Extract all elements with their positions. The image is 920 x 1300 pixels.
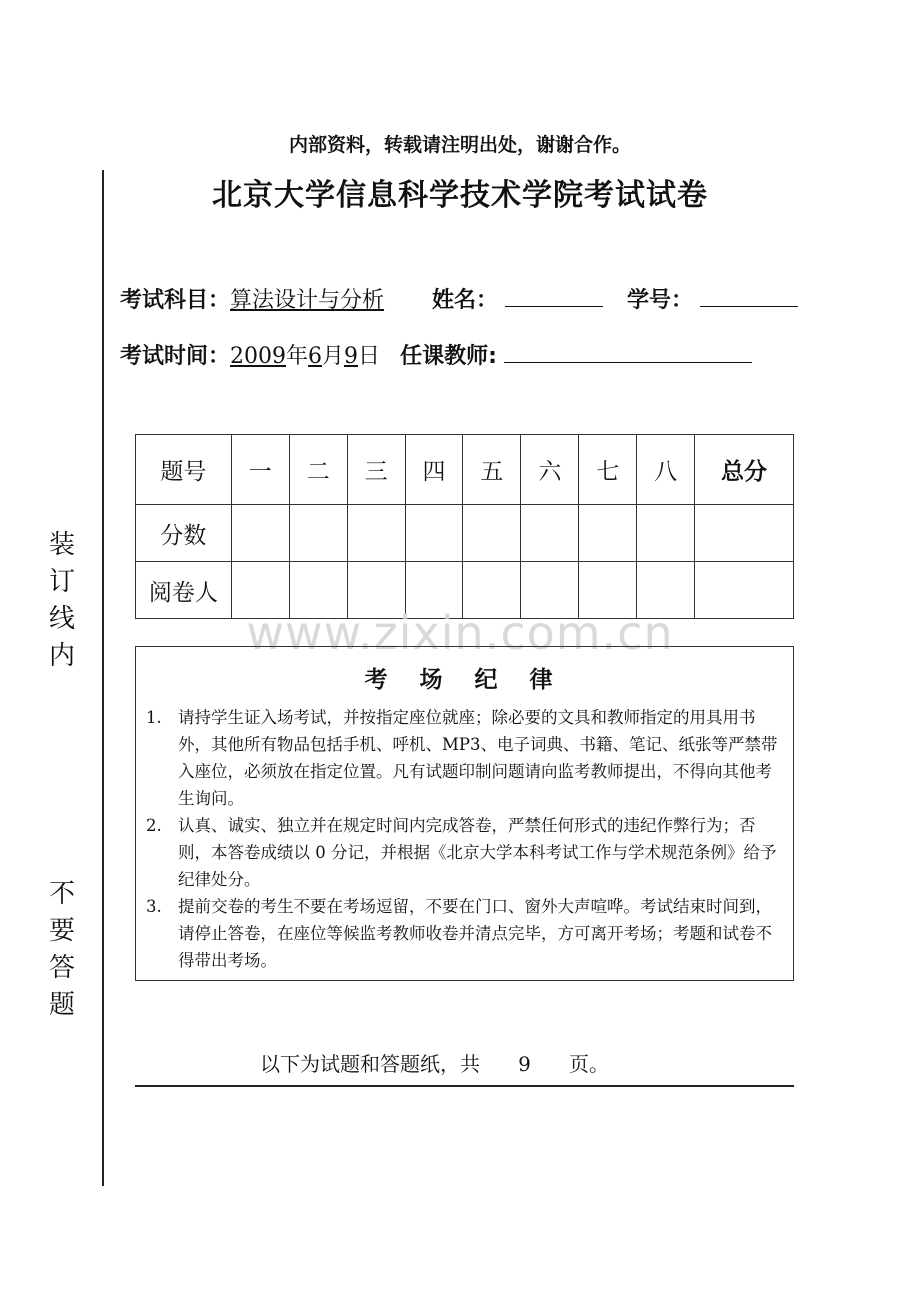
score-cell[interactable] <box>521 505 579 562</box>
score-cell[interactable] <box>347 505 405 562</box>
score-cell[interactable] <box>463 505 521 562</box>
rule-text: 认真、诚实、独立并在规定时间内完成答卷，严禁任何形式的违纪作弊行为；否则，本答卷成绩以 0 分记，并根据《北京大学本科考试工作与学术规范条例》给予纪律处分。 <box>178 816 777 889</box>
score-cell[interactable] <box>289 505 347 562</box>
name-label: 姓名： <box>432 288 499 313</box>
page-count-value: 9 <box>518 1052 531 1076</box>
binding-line <box>102 170 104 1186</box>
binding-char: 订 <box>48 567 75 597</box>
score-table <box>135 434 794 619</box>
exam-month: 6 <box>308 344 323 369</box>
rules-list <box>136 704 793 974</box>
score-cell[interactable] <box>231 505 289 562</box>
rule-item <box>136 704 793 812</box>
binding-char: 内 <box>48 641 75 671</box>
question-header: 八 <box>637 435 695 505</box>
question-header: 三 <box>347 435 405 505</box>
binding-text-lower <box>42 876 82 1024</box>
total-score-cell[interactable] <box>695 505 794 562</box>
question-header: 四 <box>405 435 463 505</box>
question-header: 六 <box>521 435 579 505</box>
name-field[interactable] <box>505 288 603 307</box>
page-count-prefix: 以下为试题和答题纸，共 <box>260 1052 480 1076</box>
score-cell[interactable] <box>579 505 637 562</box>
month-unit: 月 <box>322 344 345 369</box>
question-number-label: 题号 <box>136 435 232 505</box>
total-header: 总分 <box>695 435 794 505</box>
binding-char: 装 <box>48 530 75 560</box>
subject-value: 算法设计与分析 <box>230 288 385 313</box>
watermark: www.zixin.com.cn <box>246 606 674 660</box>
row-label-score: 分数 <box>136 505 232 562</box>
binding-char: 答 <box>48 953 75 983</box>
day-unit: 日 <box>358 344 381 369</box>
time-label: 考试时间： <box>120 344 231 369</box>
exam-rules-box <box>135 646 794 981</box>
rule-text: 请持学生证入场考试，并按指定座位就座；除必要的文具和教师指定的用具用书外，其他所有物品包括手机、呼机、MP3、电子词典、书籍、笔记、纸张等严禁带入座位，必须放在指定位置。凡有试题印制问题请向监考教师提出，不得向其他考生询问。 <box>178 708 778 808</box>
exam-info-row-1 <box>120 283 798 314</box>
rule-number: 3. <box>146 897 162 916</box>
rules-title: 考 场 纪 律 <box>364 667 565 693</box>
exam-day: 9 <box>344 344 359 369</box>
binding-char: 题 <box>48 990 75 1020</box>
binding-char: 线 <box>48 604 75 634</box>
student-id-field[interactable] <box>700 288 798 307</box>
student-id-label: 学号： <box>627 288 694 313</box>
bottom-divider <box>135 1085 794 1087</box>
rule-item <box>136 812 793 893</box>
rule-item <box>136 893 793 974</box>
rule-number: 1. <box>146 708 162 727</box>
exam-info-row-2 <box>120 339 752 370</box>
teacher-field[interactable] <box>504 344 752 363</box>
teacher-label: 任课教师: <box>400 344 497 369</box>
question-header: 二 <box>289 435 347 505</box>
question-header: 一 <box>231 435 289 505</box>
page-title: 北京大学信息科学技术学院考试试卷 <box>212 178 708 213</box>
page-count-suffix: 页。 <box>569 1052 610 1076</box>
subject-label: 考试科目： <box>120 288 231 313</box>
confidential-notice: 内部资料，转载请注明出处，谢谢合作。 <box>288 134 631 156</box>
binding-char: 要 <box>48 916 75 946</box>
rule-number: 2. <box>146 816 162 835</box>
binding-char: 不 <box>48 879 75 909</box>
page-count-line <box>260 1048 609 1077</box>
score-cell[interactable] <box>637 505 695 562</box>
score-cell[interactable] <box>405 505 463 562</box>
table-header-row <box>136 435 794 505</box>
exam-year: 2009 <box>230 344 287 369</box>
row-label-grader: 阅卷人 <box>136 562 232 619</box>
table-row-score <box>136 505 794 562</box>
question-header: 七 <box>579 435 637 505</box>
rule-text: 提前交卷的考生不要在考场逗留，不要在门口、窗外大声喧哗。考试结束时间到，请停止答卷，在座位等候监考教师收卷并清点完毕，方可离开考场；考题和试卷不得带出考场。 <box>178 897 772 970</box>
question-header: 五 <box>463 435 521 505</box>
year-unit: 年 <box>286 344 309 369</box>
